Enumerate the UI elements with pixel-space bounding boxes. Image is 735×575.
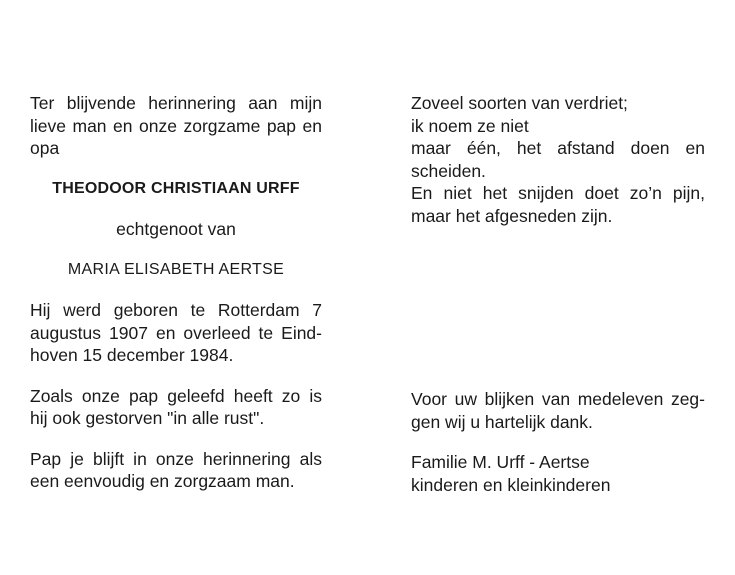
left-column — [30, 92, 322, 493]
memory-line: een eenvoudig en zorgzaam man. — [30, 471, 295, 491]
poem-line: En niet het snijden doet zo’n pijn, — [411, 183, 705, 203]
poem-line: ik noem ze niet — [411, 115, 529, 136]
family-line: kinderen en kleinkinderen — [411, 474, 611, 495]
deceased-name: THEODOOR CHRISTIAAN URFF — [52, 179, 300, 197]
thanks-line: gen wij u hartelijk dank. — [411, 411, 593, 432]
memory-line: Pap je blijft in onze herinnering als — [30, 448, 322, 469]
intro-paragraph — [30, 92, 322, 160]
thanks-section — [411, 388, 705, 496]
poem-line: Zoveel soorten van verdriet; — [411, 93, 628, 113]
memory-paragraph — [30, 448, 322, 493]
poem — [411, 92, 705, 227]
birth-line: Hij werd geboren te Rotterdam 7 — [30, 300, 322, 320]
rest-line: hij ook gestorven "in alle rust". — [30, 408, 265, 428]
spouse-name: MARIA ELISABETH AERTSE — [67, 260, 285, 278]
birth-line: hoven 15 december 1984. — [30, 345, 234, 365]
poem-line: scheiden. — [411, 160, 486, 181]
rest-line: Zoals onze pap geleefd heeft zo is — [30, 385, 322, 406]
birth-paragraph — [30, 299, 322, 367]
family-line: Familie M. Urff - Aertse — [411, 452, 590, 472]
poem-line: maar het afgesneden zijn. — [411, 205, 613, 226]
intro-line: Ter blijvende herinnering aan mijn — [30, 93, 322, 113]
family-signature — [411, 451, 705, 496]
intro-line: opa — [30, 138, 60, 158]
spouse-label: echtgenoot van — [116, 219, 236, 239]
birth-line: augustus 1907 en overleed te Eind- — [30, 322, 322, 343]
poem-line: maar één, het afstand doen en — [411, 138, 705, 158]
thanks-line: Voor uw blijken van medeleven zeg- — [411, 389, 705, 409]
intro-line: lieve man en onze zorgzame pap en — [30, 115, 322, 136]
thanks-paragraph — [411, 388, 705, 433]
rest-paragraph — [30, 385, 322, 430]
